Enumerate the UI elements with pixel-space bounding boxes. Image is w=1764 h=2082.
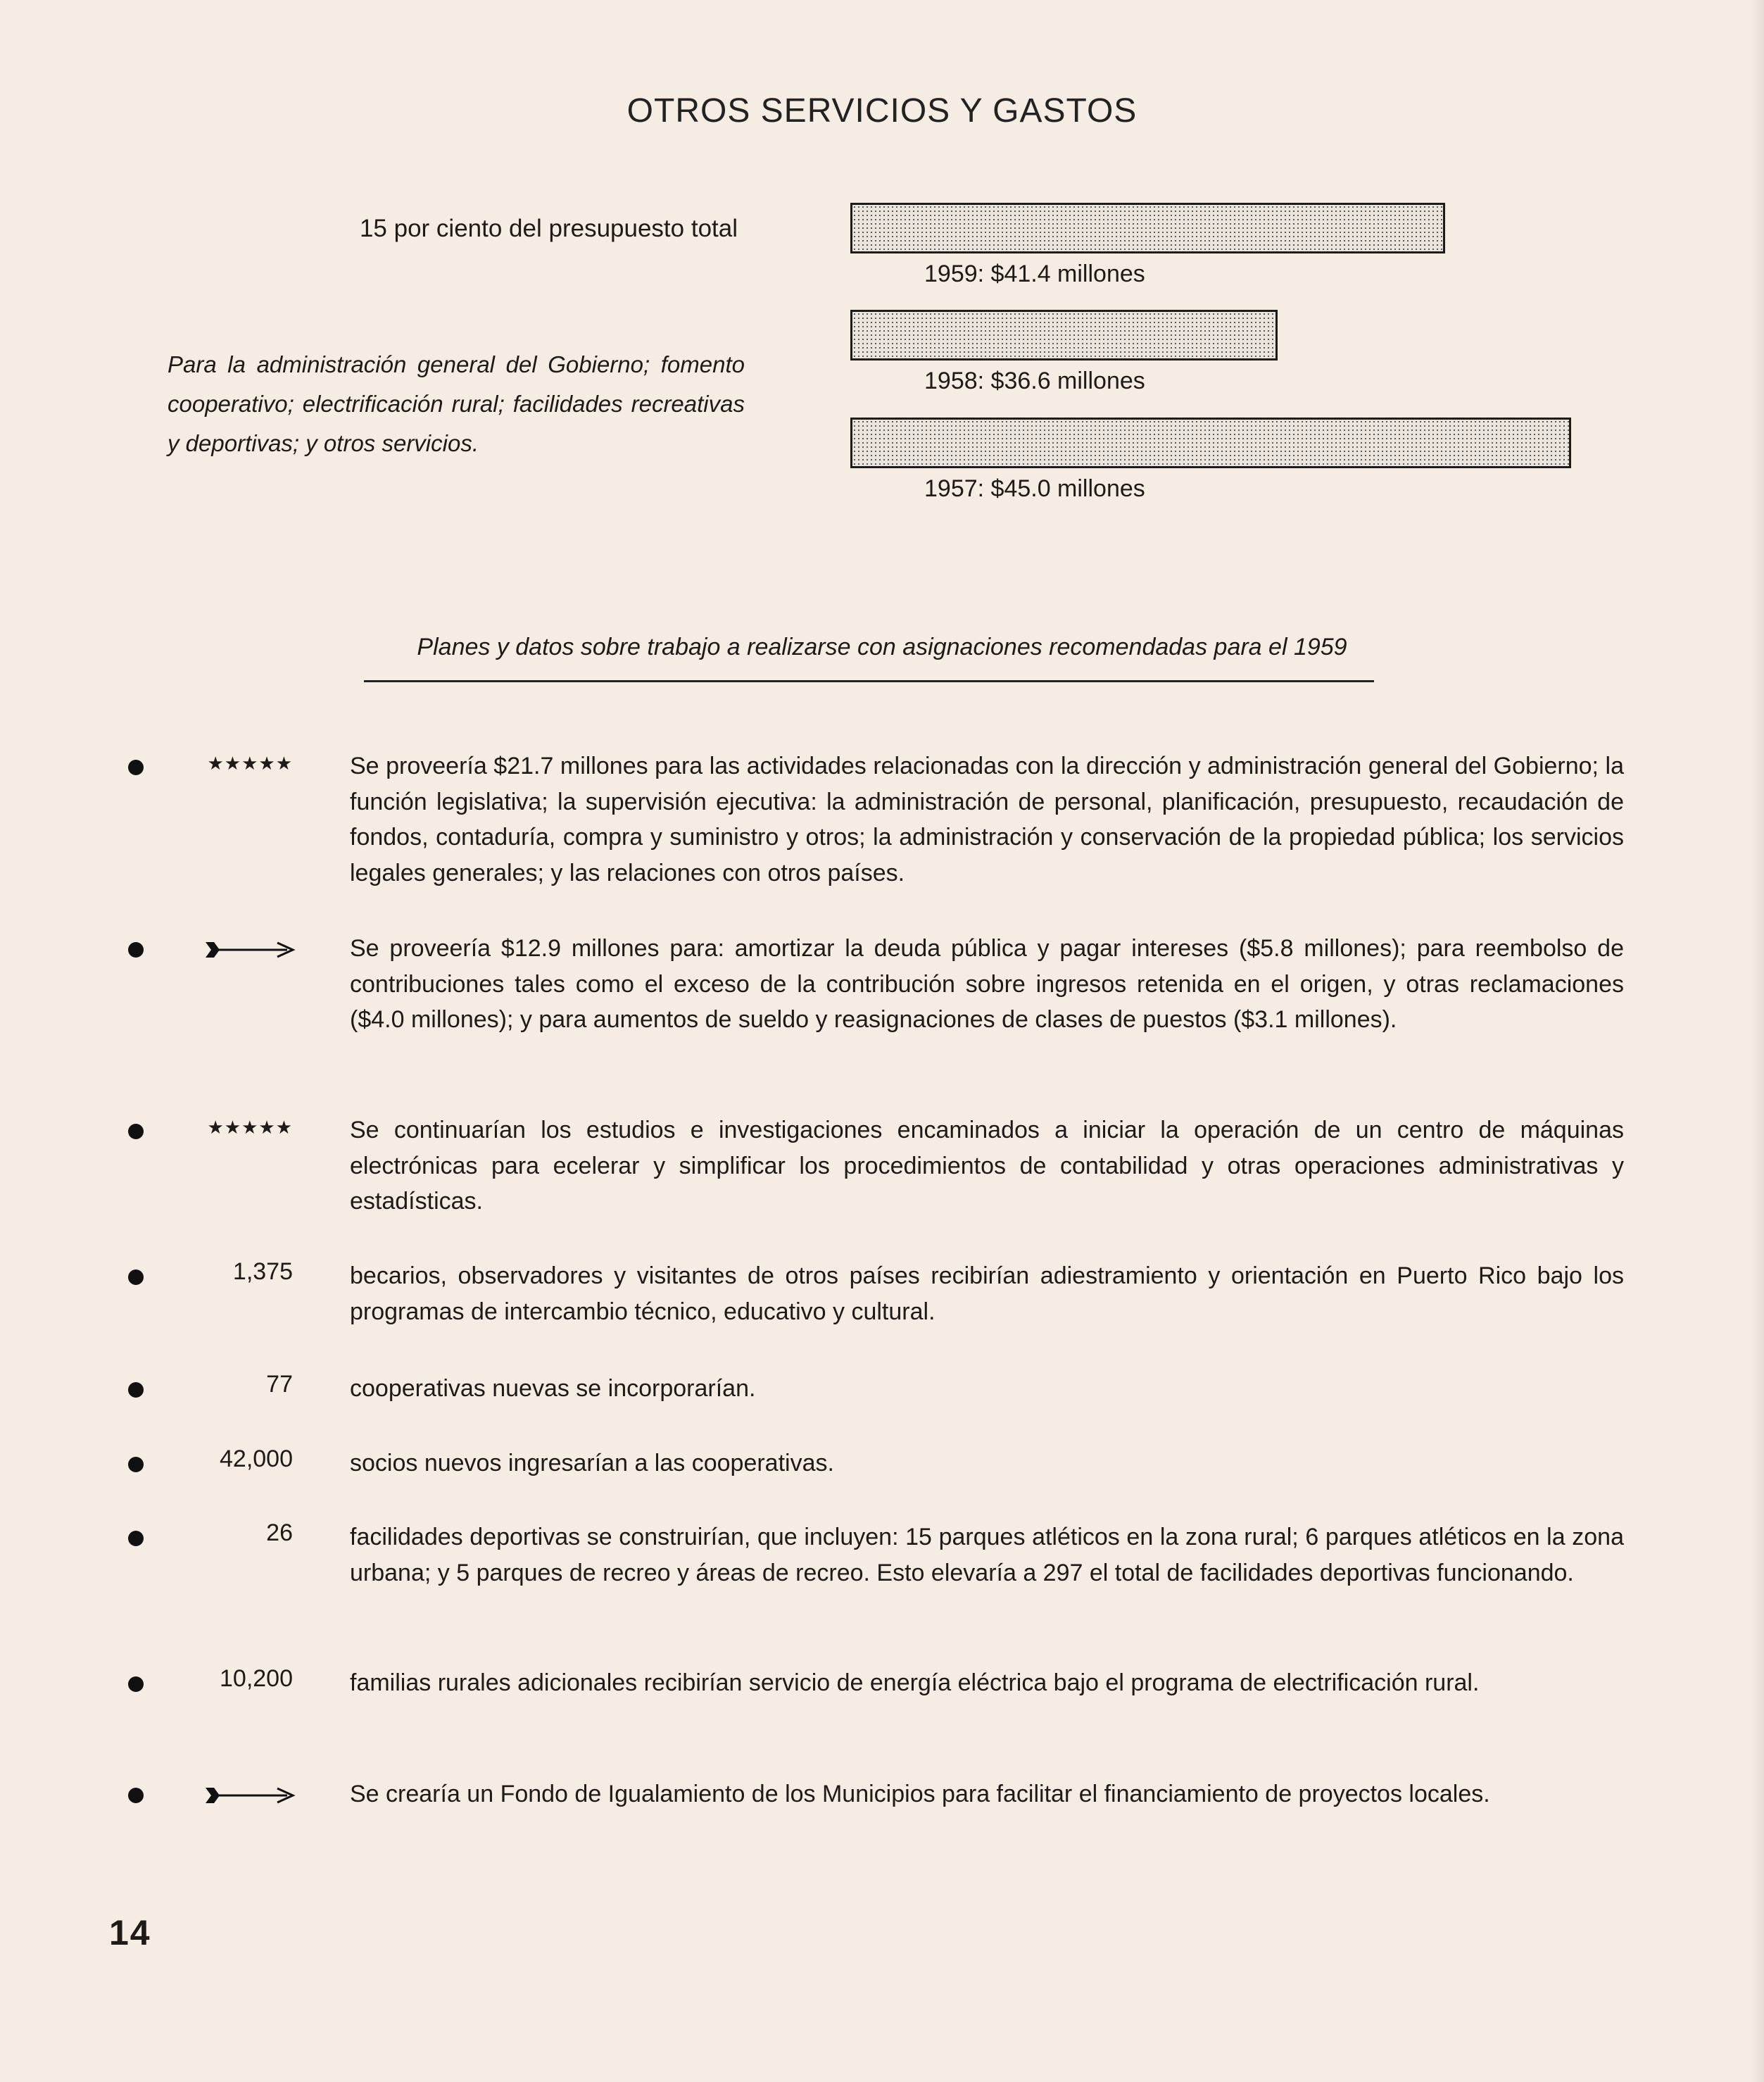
bullet-dot (128, 1382, 144, 1398)
bullet-dot (128, 942, 144, 958)
count-value: 77 (266, 1371, 293, 1398)
count-value: 1,375 (232, 1258, 293, 1285)
item-text: cooperativas nuevas se incorporarían. (350, 1375, 756, 1402)
bar-1958 (850, 310, 1278, 360)
stars-marker: ★★★★★ (207, 1117, 293, 1138)
page-title: OTROS SERVICIOS Y GASTOS (626, 92, 1138, 130)
item-text: socios nuevos ingresarían a las cooperativas. (350, 1450, 834, 1476)
item-text: familias rurales adicionales recibirían servicio de energía eléctrica bajo el programa de electrificación rural. (350, 1669, 1480, 1696)
item-text: Se proveería $21.7 millones para las actividades relacionadas con la dirección y administración general del Gobierno; la función legislativa; la supervisión ejecutiva: la administración de personal, planificación, presupuesto, recaudación de fondos, contaduría, compra y suministro y otros; la administración y conservación de la propiedad pública; los servicios legales generales; y las relaciones con otros países. (350, 753, 1624, 886)
bullet-dot (128, 1457, 144, 1472)
paper-edge (1751, 0, 1764, 2082)
item-text: Se crearía un Fondo de Igualamiento de los Municipios para facilitar el financiamiento de proyectos locales. (350, 1781, 1490, 1807)
bullet-dot (128, 1676, 144, 1692)
budget-share-caption: 15 por ciento del presupuesto total (359, 215, 738, 242)
arrow-icon (204, 1785, 296, 1806)
bullet-dot (128, 1788, 144, 1803)
bullet-dot (128, 1531, 144, 1546)
count-value: 42,000 (220, 1446, 293, 1472)
bullet-dot (128, 1124, 144, 1139)
item-text: Se continuarían los estudios e investigaciones encaminados a iniciar la operación de un centro de máquinas electrónicas para ecelerar y simplificar los procedimientos de contabilidad y otras operaciones administrativas y estadísticas. (350, 1117, 1624, 1215)
plans-heading: Planes y datos sobre trabajo a realizarse con asignaciones recomendadas para el 1959 (417, 634, 1347, 660)
item-text: becarios, observadores y visitantes de otros países recibirían adiestramiento y orientación en Puerto Rico bajo los programas de intercambio técnico, educativo y cultural. (350, 1262, 1624, 1325)
arrow-icon (204, 939, 296, 960)
bar-label-1959: 1959: $41.4 millones (924, 261, 1145, 287)
item-text: Se proveería $12.9 millones para: amortizar la deuda pública y pagar intereses ($5.8 millones); para reembolso de contribuciones tales como el exceso de la contribución sobre ingresos retenida en el origen, y otras reclamaciones ($4.0 millones); y para aumentos de sueldo y reasignaciones de clases de puestos ($3.1 millones). (350, 935, 1624, 1033)
bar-1959 (850, 203, 1445, 253)
bar-1957 (850, 418, 1571, 468)
heading-rule (364, 680, 1374, 682)
bullet-dot (128, 1269, 144, 1285)
count-value: 26 (266, 1519, 293, 1546)
bar-label-1957: 1957: $45.0 millones (924, 475, 1145, 502)
page-number: 14 (109, 1913, 151, 1952)
item-text: facilidades deportivas se construirían, que incluyen: 15 parques atléticos en la zona rural; 6 parques atléticos en la zona urbana; y 5 parques de recreo y áreas de recreo. Esto elevaría a 297 el total de facilidades deportivas funcionando. (350, 1524, 1624, 1586)
bar-label-1958: 1958: $36.6 millones (924, 368, 1145, 394)
stars-marker: ★★★★★ (207, 753, 293, 774)
bullet-dot (128, 760, 144, 775)
count-value: 10,200 (220, 1665, 293, 1692)
section-description: Para la administración general del Gobierno; fomento cooperativo; electrificación rural; facilidades recreativas y deportivas; y otros servicios. (168, 351, 745, 456)
